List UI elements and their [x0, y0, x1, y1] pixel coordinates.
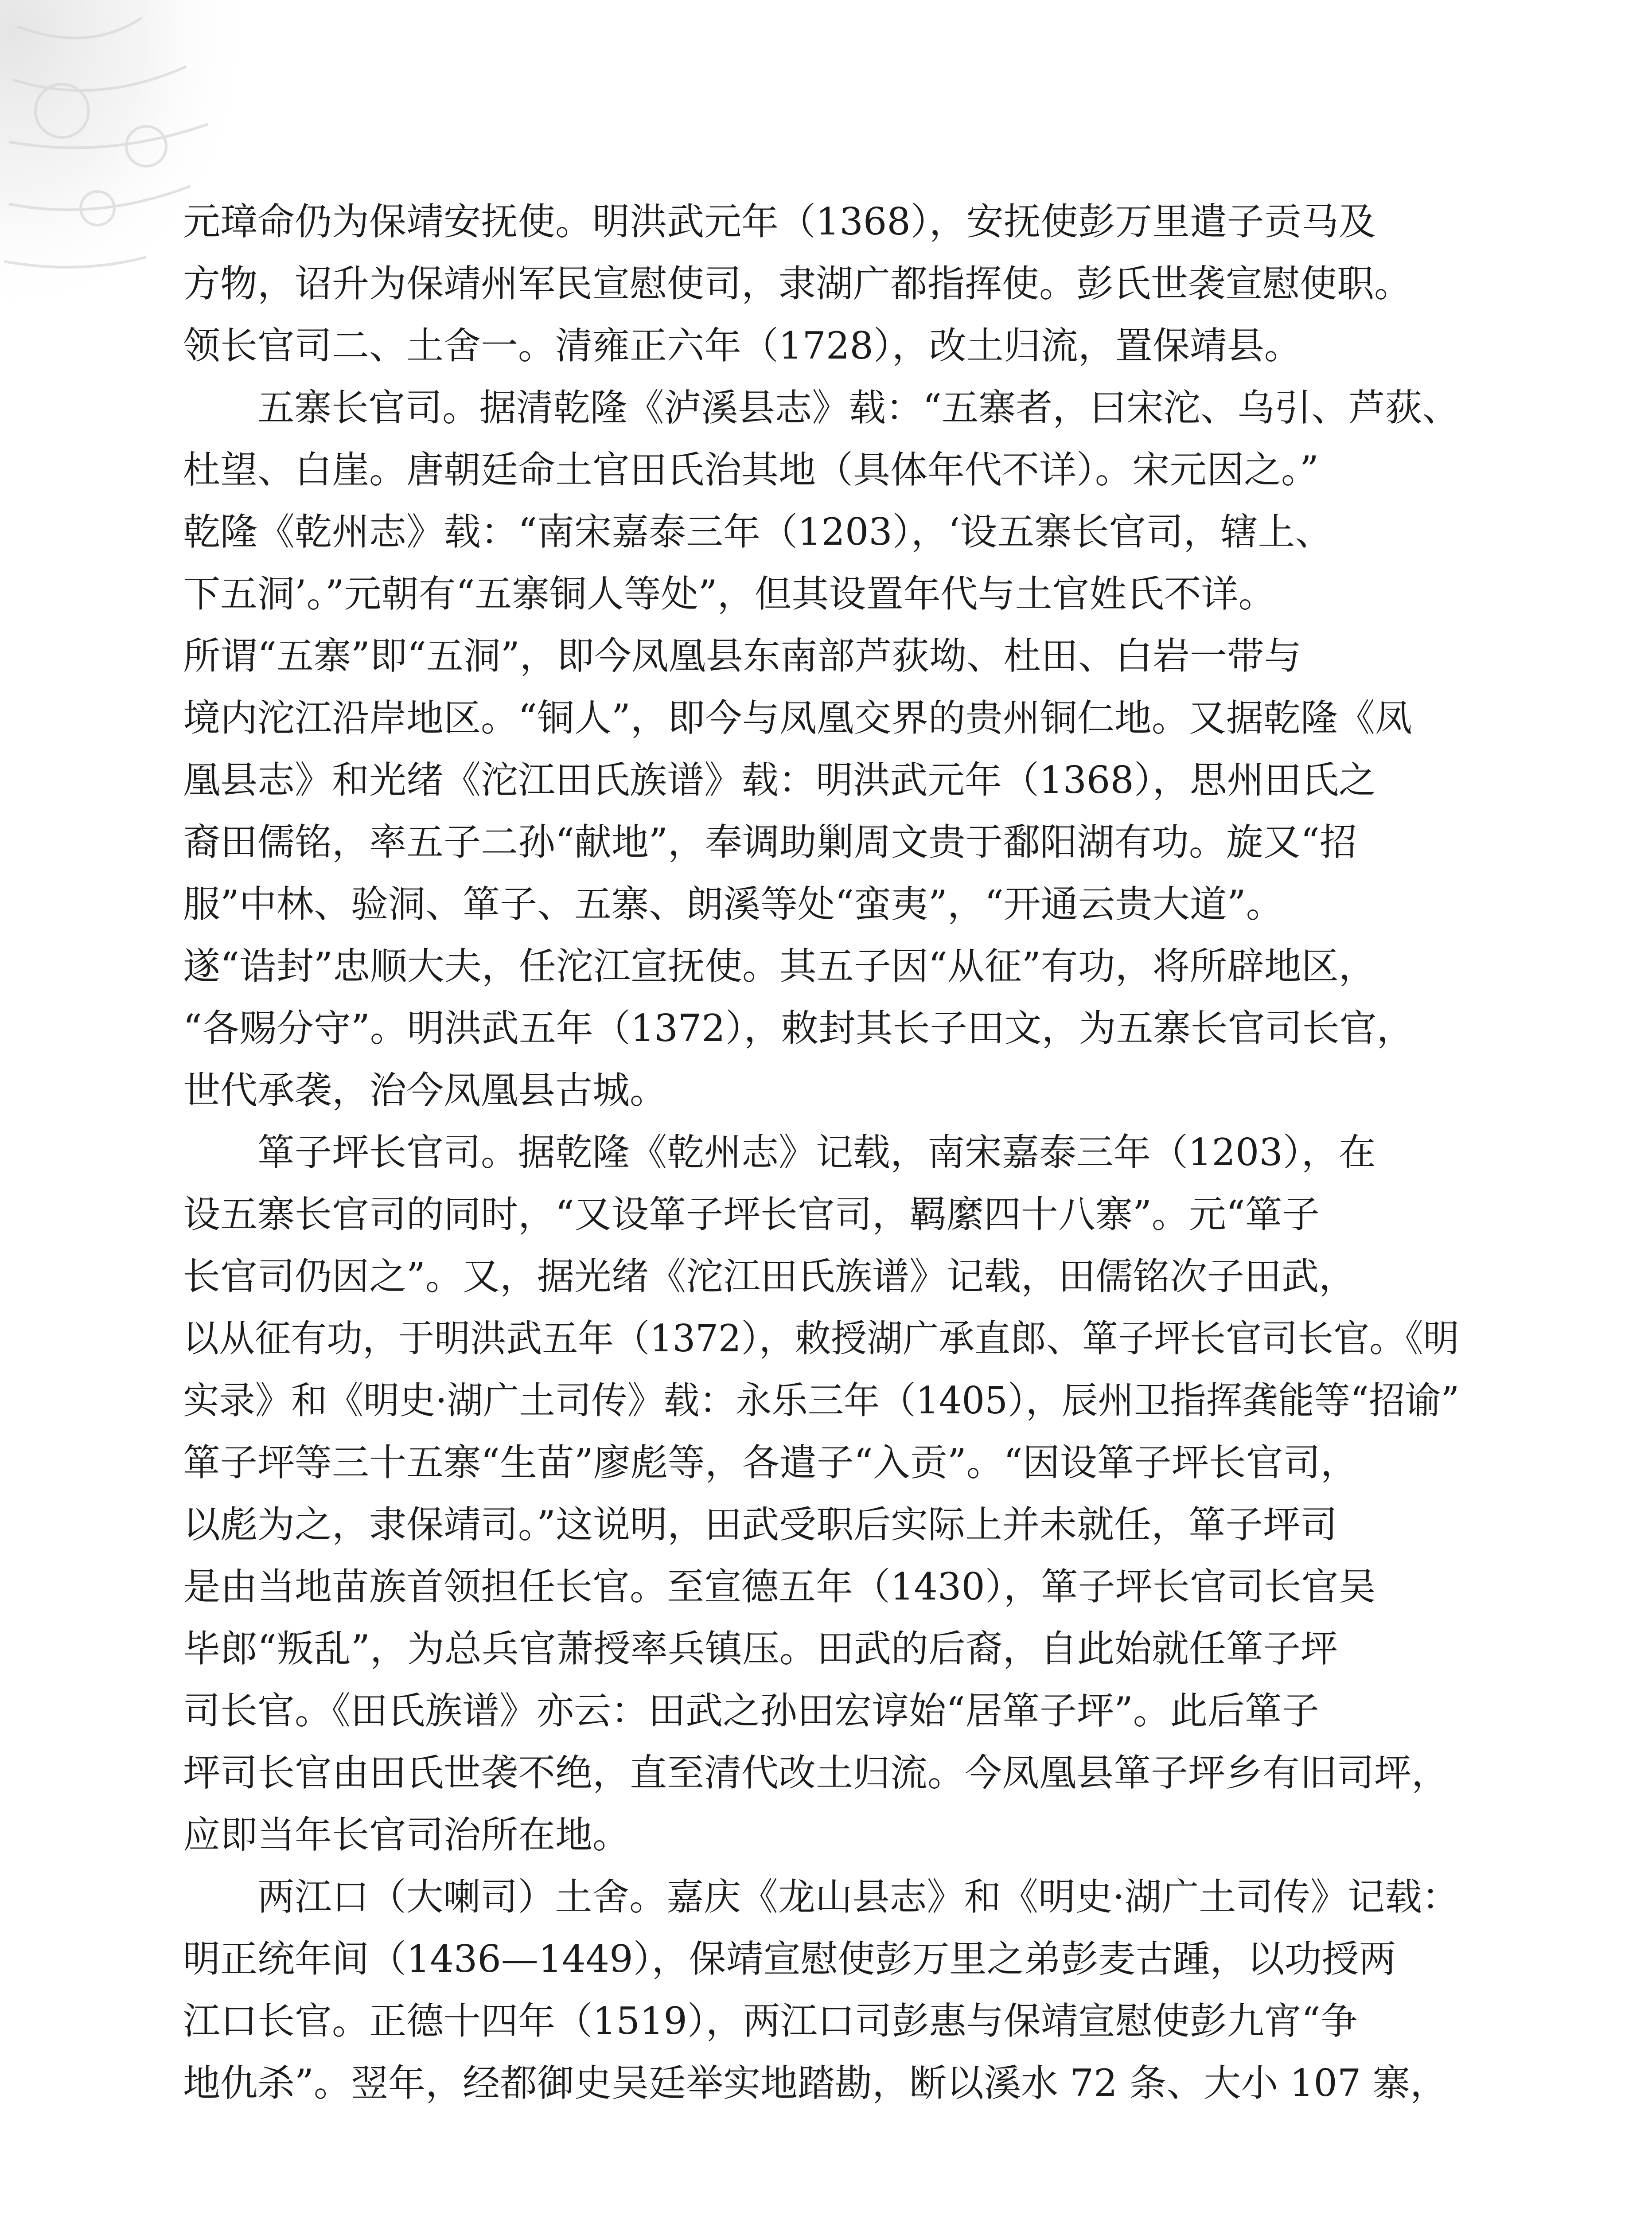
text-line: 以彪为之，隶保靖司。”这说明，田武受职后实际上并未就任，箪子坪司 — [183, 1503, 1337, 1546]
text-line: 应即当年长官司治所在地。 — [183, 1813, 630, 1857]
text-line: 设五寨长官司的同时，“又设箪子坪长官司，羁縻四十八寨”。元“箪子 — [183, 1193, 1320, 1236]
text-line: 凰县志》和光绪《沱江田氏族谱》载：明洪武元年（1368），思州田氏之 — [183, 758, 1376, 802]
text-line: 所谓“五寨”即“五洞”，即今凤凰县东南部芦荻坳、杜田、白岩一带与 — [183, 634, 1301, 678]
text-line: 方物，诏升为保靖州军民宣慰使司，隶湖广都指挥使。彭氏世袭宣慰使职。 — [183, 262, 1412, 305]
text-line: 裔田儒铭，率五子二孙“献地”，奉调助剿周文贵于鄱阳湖有功。旋又“招 — [183, 820, 1357, 864]
text-line: 箪子坪长官司。据乾隆《乾州志》记载，南宋嘉泰三年（1203），在 — [257, 1131, 1376, 1174]
text-line: 五寨长官司。据清乾隆《泸溪县志》载：“五寨者，曰宋沱、乌引、芦荻、 — [257, 386, 1459, 429]
text-line: 境内沱江沿岸地区。“铜人”，即今与凤凰交界的贵州铜仁地。又据乾隆《凤 — [183, 696, 1412, 740]
text-line: 毕郎“叛乱”，为总兵官萧授率兵镇压。田武的后裔，自此始就任箪子坪 — [183, 1627, 1338, 1670]
text-line: 坪司长官由田氏世袭不绝，直至清代改土归流。今凤凰县箪子坪乡有旧司坪， — [183, 1751, 1449, 1795]
text-line: 世代承袭，治今凤凰县古城。 — [183, 1069, 667, 1112]
text-line: 下五洞’。”元朝有“五寨铜人等处”，但其设置年代与土官姓氏不详。 — [183, 572, 1276, 616]
text-line: 遂“诰封”忠顺大夫，任沱江宣抚使。其五子因“从征”有功，将所辟地区， — [183, 944, 1376, 988]
text-line: 明正统年间（1436—1449），保靖宣慰使彭万里之弟彭麦古踵，以功授两 — [183, 1937, 1396, 1981]
text-line: 箪子坪等三十五寨“生苗”廖彪等，各遣子“入贡”。“因设箪子坪长官司， — [183, 1441, 1358, 1484]
text-line: 领长官司二、土舍一。清雍正六年（1728），改土归流，置保靖县。 — [183, 324, 1301, 367]
text-line: “各赐分守”。明洪武五年（1372），敕封其长子田文，为五寨长官司长官， — [183, 1007, 1414, 1050]
text-line: 元璋命仍为保靖安抚使。明洪武元年（1368），安抚使彭万里遣子贡马及 — [183, 200, 1376, 243]
text-line: 杜望、白崖。唐朝廷命土官田氏治其地（具体年代不详）。宋元因之。” — [183, 448, 1319, 492]
text-line: 长官司仍因之”。又，据光绪《沱江田氏族谱》记载，田儒铭次子田武， — [183, 1255, 1356, 1298]
text-line: 地仇杀”。翌年，经都御史吴廷举实地踏勘，断以溪水 72 条、大小 107 寨， — [183, 2061, 1447, 2105]
text-line: 实录》和《明史·湖广土司传》载：永乐三年（1405），辰州卫指挥龚能等“招谕” — [183, 1379, 1460, 1422]
text-line: 乾隆《乾州志》载：“南宋嘉泰三年（1203），‘设五寨长官司，辖上、 — [183, 510, 1333, 554]
text-line: 是由当地苗族首领担任长官。至宣德五年（1430），箪子坪长官司长官吴 — [183, 1565, 1376, 1608]
text-line: 两江口（大喇司）土舍。嘉庆《龙山县志》和《明史·湖广土司传》记载： — [257, 1875, 1459, 1919]
text-line: 江口长官。正德十四年（1519），两江口司彭惠与保靖宣慰使彭九宵“争 — [183, 1999, 1358, 2043]
text-line: 司长官。《田氏族谱》亦云：田武之孙田宏谆始“居箪子坪”。此后箪子 — [183, 1689, 1319, 1732]
text-line: 服”中林、验洞、箪子、五寨、朗溪等处“蛮夷”，“开通云贵大道”。 — [183, 882, 1283, 926]
text-line: 以从征有功，于明洪武五年（1372），敕授湖广承直郎、箪子坪长官司长官。《明 — [183, 1317, 1459, 1360]
